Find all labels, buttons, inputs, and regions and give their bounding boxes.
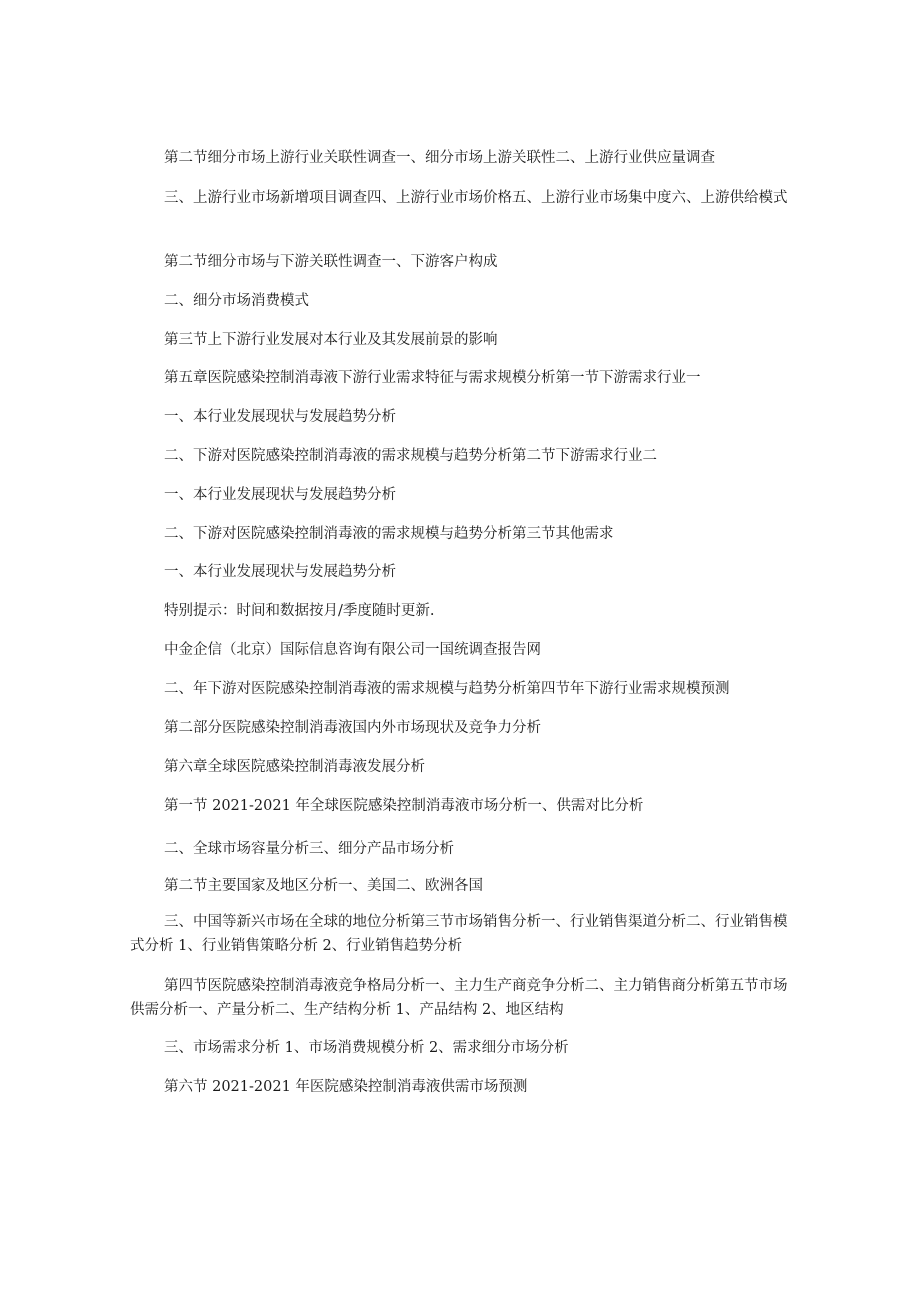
paragraph-1: 第二节细分市场上游行业关联性调查一、细分市场上游关联性二、上游行业供应量调查 (164, 150, 715, 166)
paragraph-7: 一、本行业发展现状与发展趋势分析 (164, 409, 396, 425)
paragraph-4: 二、细分市场消费模式 (164, 293, 309, 309)
paragraph-9: 一、本行业发展现状与发展趋势分析 (164, 487, 396, 503)
paragraph-13: 中金企信（北京）国际信息咨询有限公司一国统调查报告网 (164, 642, 541, 658)
paragraph-20: 三、中国等新兴市场在全球的地位分析第三节市场销售分析一、行业销售渠道分析二、行业销售模式分析 1、行业销售策略分析 2、行业销售趋势分析 (130, 914, 788, 954)
paragraph-6: 第五章医院感染控制消毒液下游行业需求特征与需求规模分析第一节下游需求行业一 (164, 370, 701, 386)
paragraph-17: 第一节 2021-2021 年全球医院感染控制消毒液市场分析一、供需对比分析 (164, 798, 644, 814)
paragraph-11: 一、本行业发展现状与发展趋势分析 (164, 564, 396, 580)
paragraph-16: 第六章全球医院感染控制消毒液发展分析 (164, 759, 425, 775)
paragraph-21: 第四节医院感染控制消毒液竞争格局分析一、主力生产商竞争分析二、主力销售商分析第五节市场供需分析一、产量分析二、生产结构分析 1、产品结构 2、地区结构 (130, 978, 788, 1018)
paragraph-15: 第二部分医院感染控制消毒液国内外市场现状及竞争力分析 (164, 720, 541, 736)
paragraph-10: 二、下游对医院感染控制消毒液的需求规模与趋势分析第三节其他需求 (164, 526, 614, 542)
paragraph-5: 第三节上下游行业发展对本行业及其发展前景的影响 (164, 332, 498, 348)
paragraph-3: 第二节细分市场与下游关联性调查一、下游客户构成 (164, 254, 498, 270)
paragraph-2: 三、上游行业市场新增项目调查四、上游行业市场价格五、上游行业市场集中度六、上游供给模式 (164, 190, 788, 206)
paragraph-18: 二、全球市场容量分析三、细分产品市场分析 (164, 841, 454, 857)
paragraph-23: 第六节 2021-2021 年医院感染控制消毒液供需市场预测 (164, 1079, 528, 1095)
paragraph-14: 二、年下游对医院感染控制消毒液的需求规模与趋势分析第四节年下游行业需求规模预测 (164, 681, 730, 697)
paragraph-19: 第二节主要国家及地区分析一、美国二、欧洲各国 (164, 878, 483, 894)
paragraph-8: 二、下游对医院感染控制消毒液的需求规模与趋势分析第二节下游需求行业二 (164, 448, 657, 464)
paragraph-12: 特别提示：时间和数据按月/季度随时更新. (164, 603, 435, 619)
paragraph-22: 三、市场需求分析 1、市场消费规模分析 2、需求细分市场分析 (164, 1040, 569, 1056)
